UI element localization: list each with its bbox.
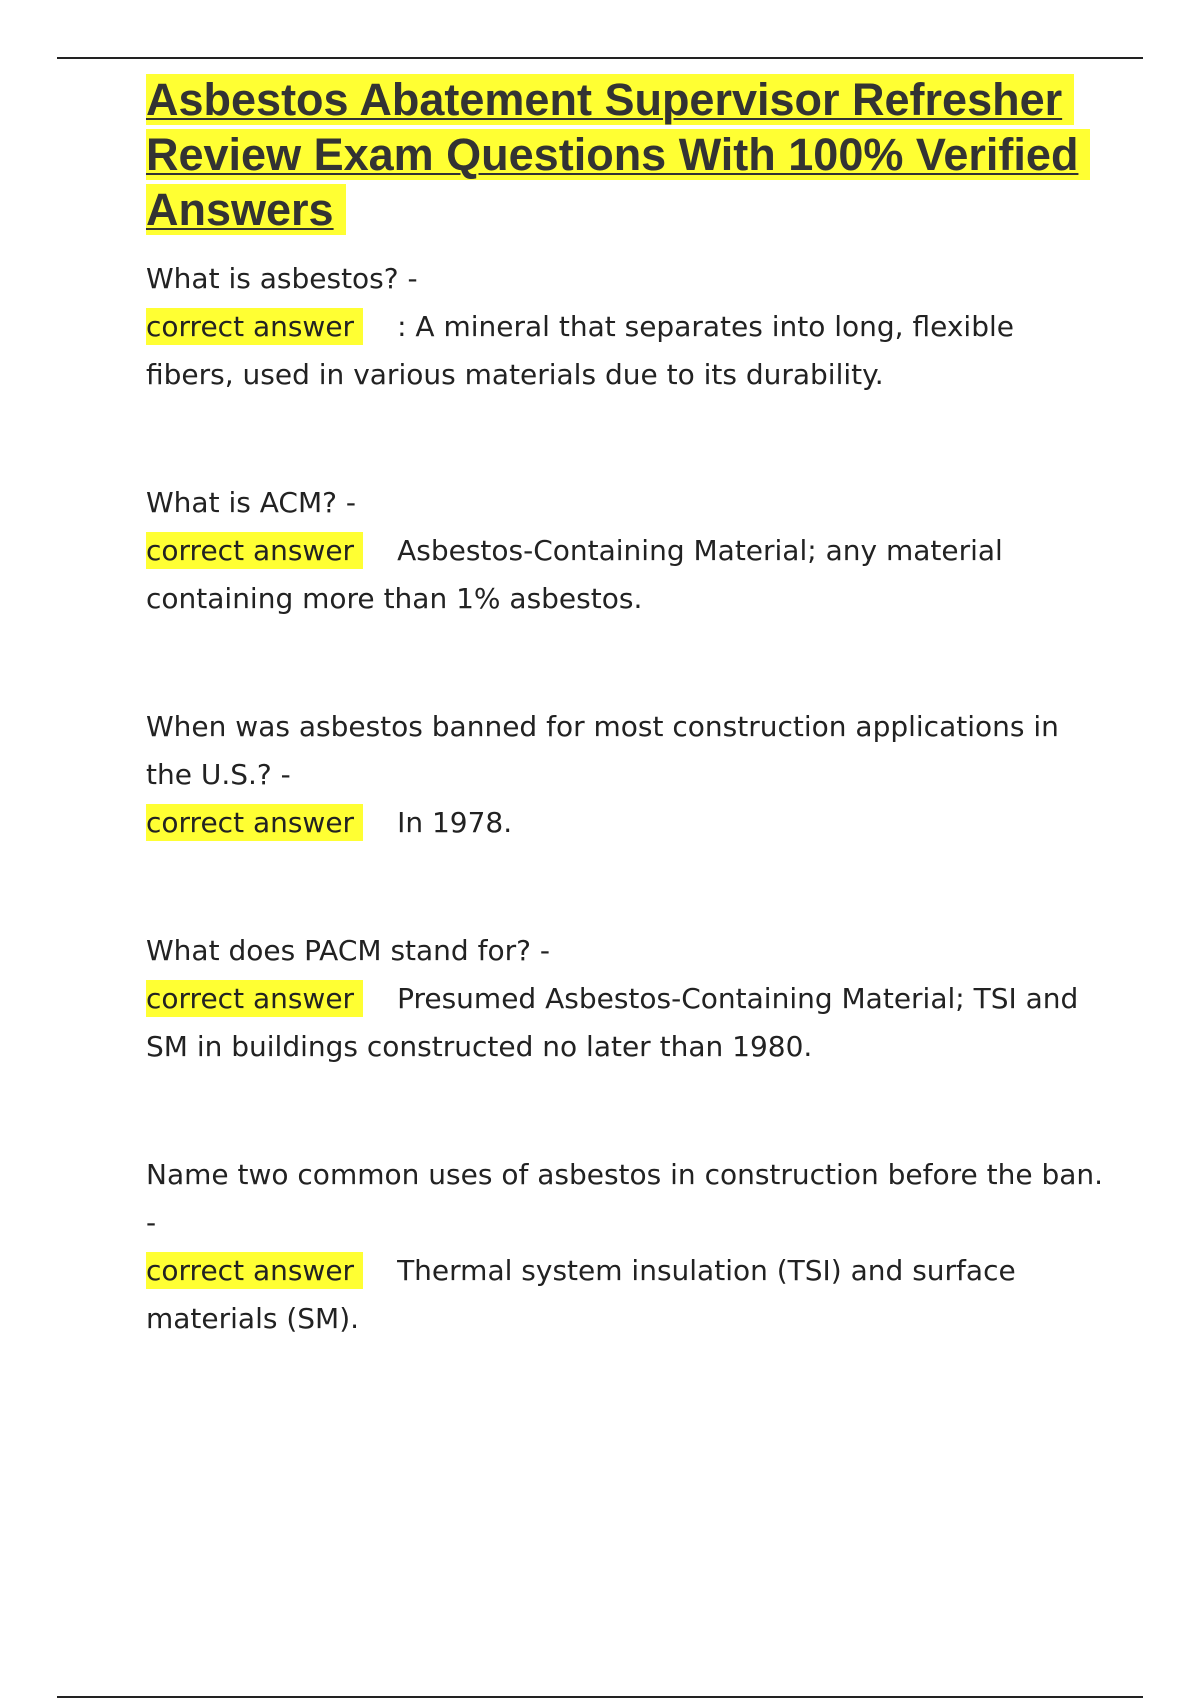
bottom-rule bbox=[57, 1696, 1143, 1698]
answer-body: Presumed Asbestos-Containing Material; TSI and SM in buildings constructed no later than 1980. bbox=[146, 982, 1079, 1063]
answer-body: Asbestos-Containing Material; any material containing more than 1% asbestos. bbox=[146, 534, 1003, 615]
answer-text bbox=[146, 975, 1106, 1071]
qa-item bbox=[146, 255, 1106, 399]
answer-label: correct answer bbox=[146, 804, 363, 841]
answer-label: correct answer bbox=[146, 980, 363, 1017]
question-text: Name two common uses of asbestos in construction before the ban. - bbox=[146, 1158, 1104, 1239]
qa-list bbox=[146, 255, 1106, 1343]
answer-label: correct answer bbox=[146, 308, 363, 345]
answer-text bbox=[146, 527, 1106, 623]
document-body bbox=[146, 72, 1106, 1343]
answer-body: In 1978. bbox=[397, 806, 513, 839]
answer-body: Thermal system insulation (TSI) and surface materials (SM). bbox=[146, 1254, 1016, 1335]
question-text: What is ACM? - bbox=[146, 486, 356, 519]
document-title: Asbestos Abatement Supervisor Refresher Review Exam Questions With 100% Verified Answers bbox=[146, 72, 1106, 237]
answer-body: : A mineral that separates into long, flexible fibers, used in various materials due to its durability. bbox=[146, 310, 1014, 391]
question-text: When was asbestos banned for most construction applications in the U.S.? - bbox=[146, 710, 1059, 791]
qa-item bbox=[146, 927, 1106, 1071]
question-text: What is asbestos? - bbox=[146, 262, 418, 295]
answer-text bbox=[146, 799, 1106, 847]
question-text: What does PACM stand for? - bbox=[146, 934, 550, 967]
answer-text bbox=[146, 303, 1106, 399]
qa-item bbox=[146, 703, 1106, 847]
answer-label: correct answer bbox=[146, 532, 363, 569]
qa-item bbox=[146, 1151, 1106, 1343]
top-rule bbox=[57, 57, 1143, 59]
qa-item bbox=[146, 479, 1106, 623]
answer-text bbox=[146, 1247, 1106, 1343]
answer-label: correct answer bbox=[146, 1252, 363, 1289]
